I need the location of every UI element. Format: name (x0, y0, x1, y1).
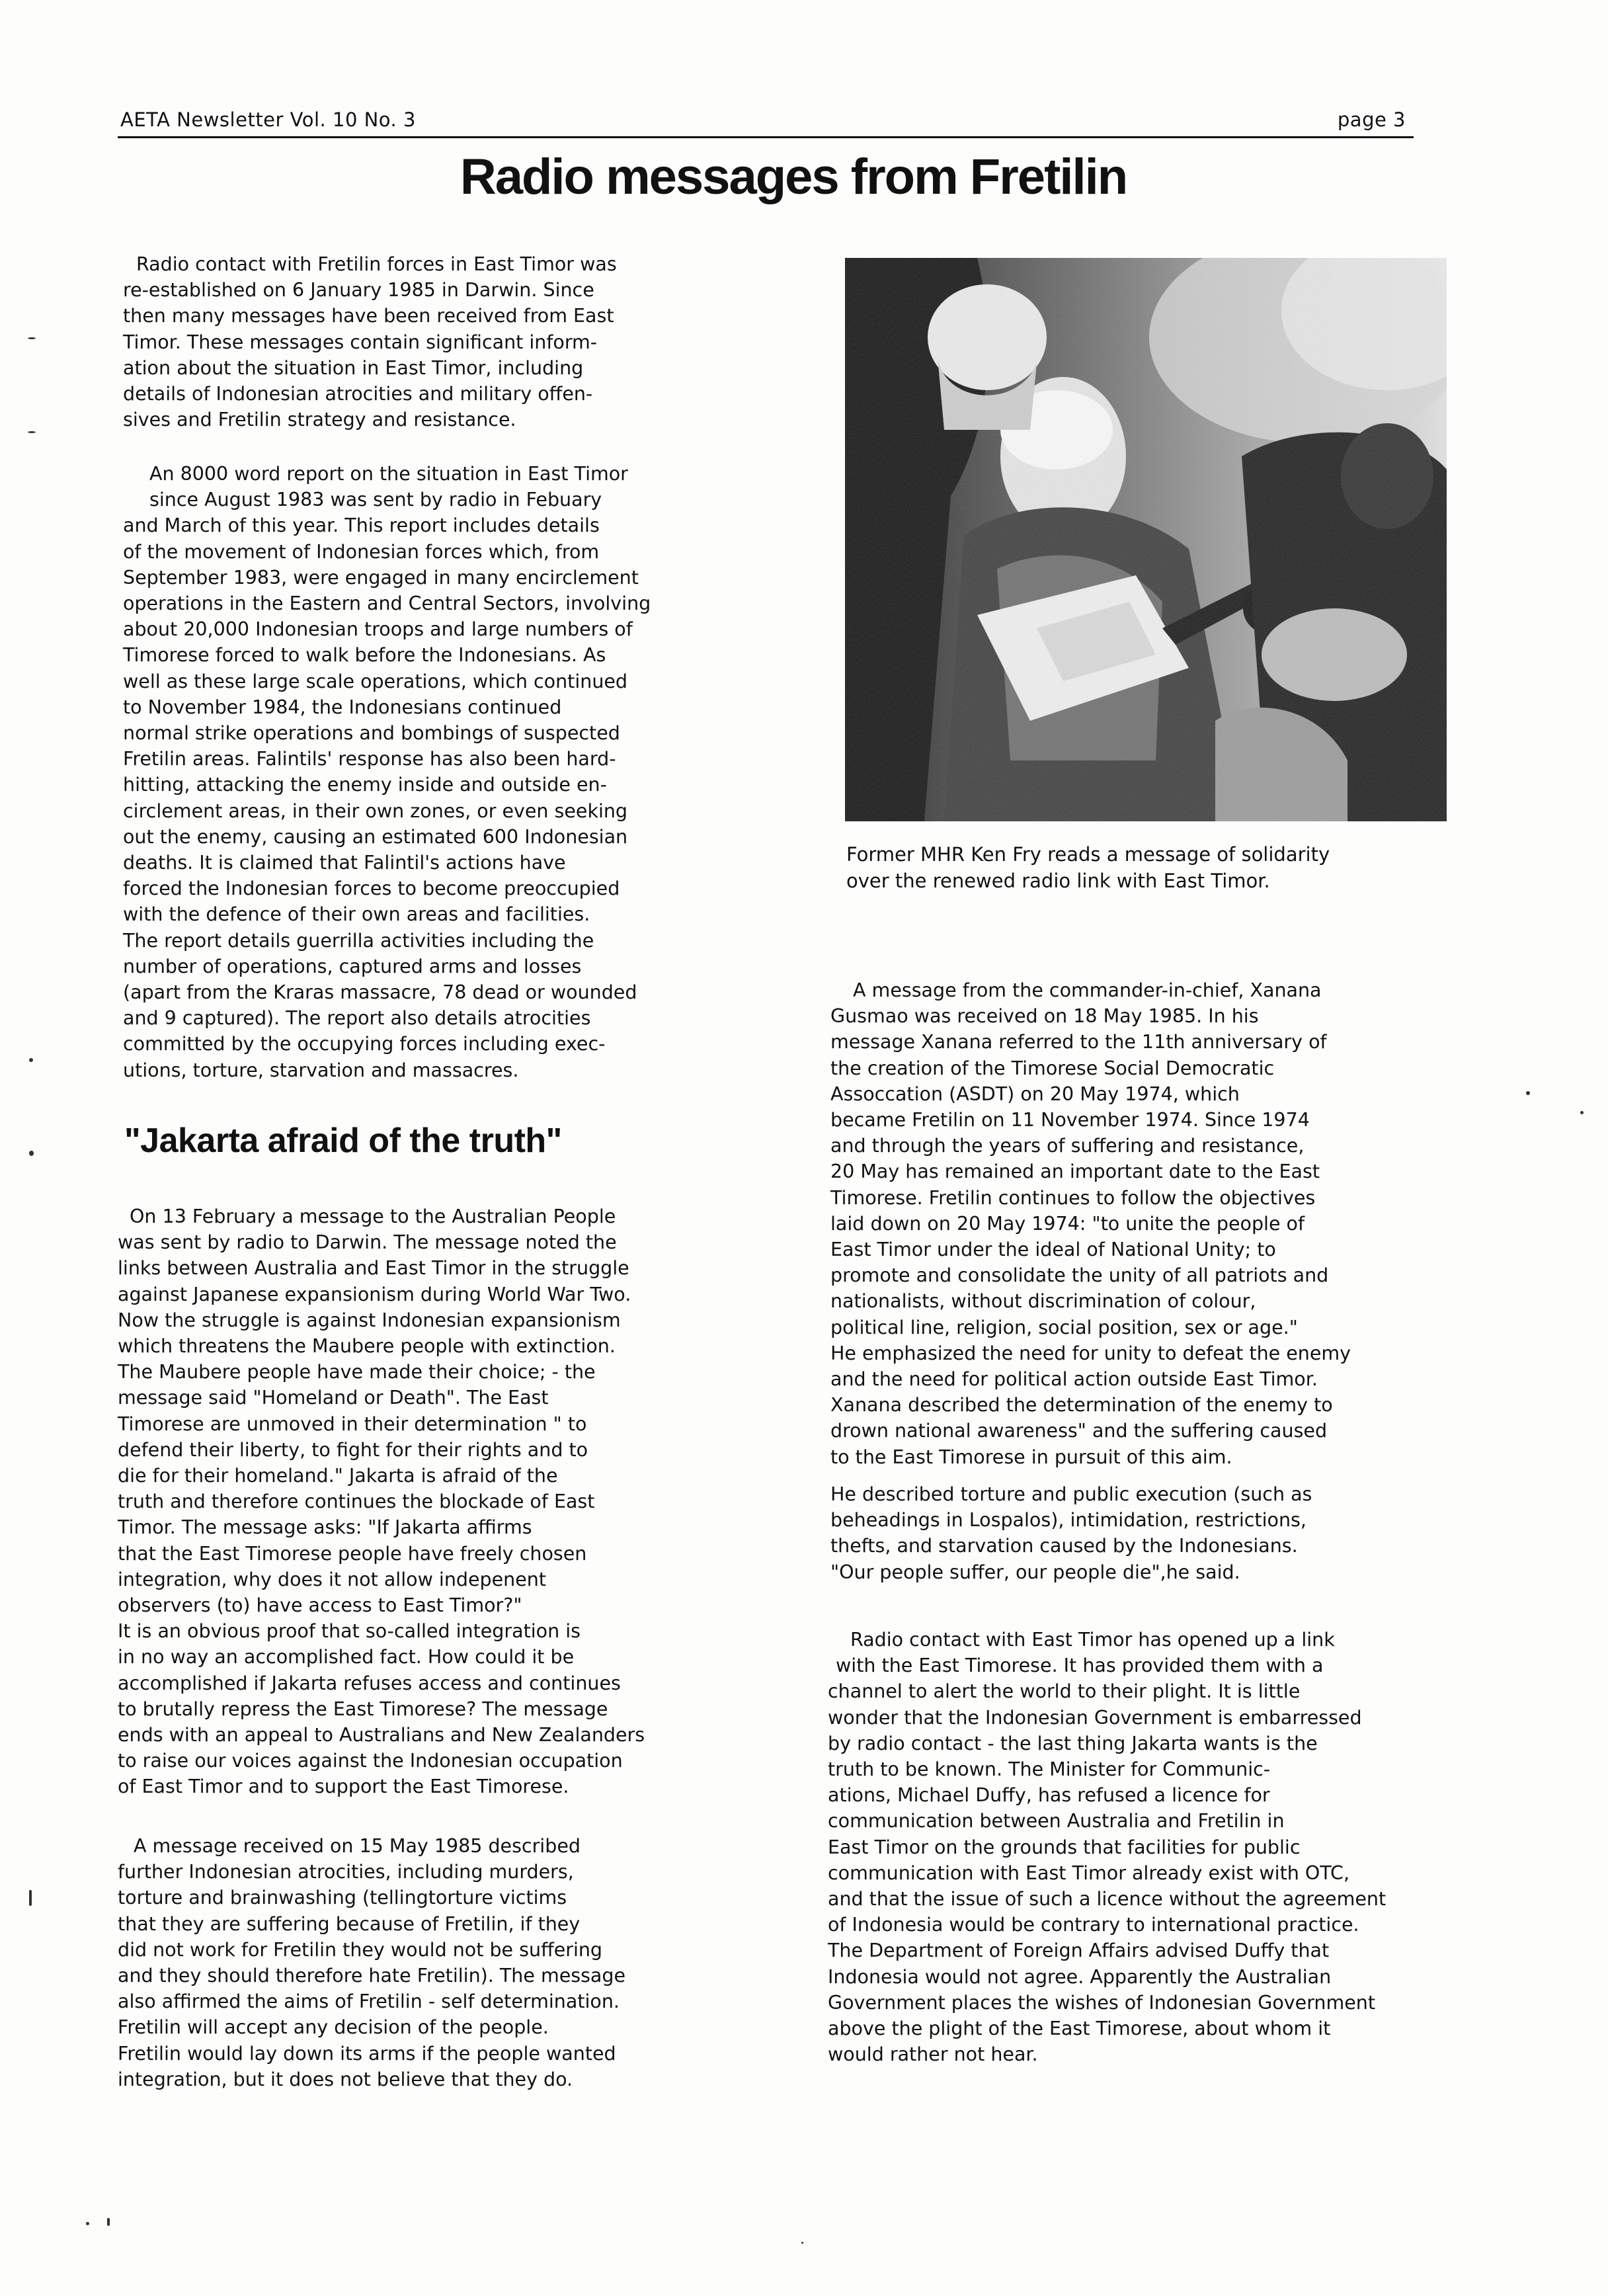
section-subheading: "Jakarta afraid of the truth" (124, 1122, 562, 1160)
text-line: Radio contact with Fretilin forces in East Timor was (136, 253, 617, 275)
text-line: and the need for political action outside East Timor. (830, 1368, 1318, 1391)
text-line: links between Australia and East Timor in the struggle (118, 1257, 629, 1280)
left-para-1 (123, 251, 718, 432)
left-para-4 (118, 1833, 739, 2092)
text-line: wonder that the Indonesian Government is embarressed (828, 1706, 1362, 1729)
text-line: of Indonesia would be contrary to international practice. (828, 1914, 1359, 1936)
text-line: He described torture and public execution (such as (830, 1483, 1312, 1505)
text-line: torture and brainwashing (tellingtorture victims (118, 1887, 567, 1909)
text-line: Timorese forced to walk before the Indonesians. As (123, 644, 606, 667)
text-line: truth and therefore continues the blockade of East (118, 1491, 595, 1513)
text-line: in no way an accomplished fact. How could it be (118, 1646, 575, 1668)
text-line: East Timor on the grounds that facilities for public (828, 1836, 1301, 1858)
text-line: channel to alert the world to their plight. It is little (828, 1680, 1301, 1703)
text-line: Fretilin would lay down its arms if the people wanted (118, 2042, 616, 2065)
text-line: of the movement of Indonesian forces which, from (123, 540, 600, 563)
text-line: nationalists, without discrimination of colour, (830, 1290, 1256, 1313)
text-line: It is an obvious proof that so-called integration is (118, 1620, 581, 1643)
text-line: "Our people suffer, our people die",he said. (830, 1561, 1240, 1583)
running-header (120, 108, 1410, 138)
text-line: Timorese. Fretilin continues to follow the objectives (830, 1186, 1316, 1209)
text-line: message said "Homeland or Death". The East (118, 1387, 549, 1409)
text-line: would rather not hear. (828, 2043, 1038, 2066)
text-line: September 1983, were engaged in many encirclement (123, 566, 639, 589)
text-line: then many messages have been received from East (123, 305, 614, 327)
text-line: number of operations, captured arms and losses (123, 955, 582, 977)
caption-line: Former MHR Ken Fry reads a message of solidarity (846, 843, 1330, 866)
text-line: with the defence of their own areas and facilities. (123, 903, 590, 926)
text-line: to the East Timorese in pursuit of this aim. (830, 1446, 1232, 1468)
scan-speck (28, 431, 36, 433)
left-para-3 (118, 1204, 739, 1800)
text-line: An 8000 word report on the situation in East Timor (149, 463, 628, 485)
scan-speck (107, 2218, 110, 2226)
text-line: of East Timor and to support the East Timorese. (118, 1776, 569, 1798)
text-line: Timor. These messages contain significant inform- (123, 331, 598, 353)
text-line: Now the struggle is against Indonesian expansionism (118, 1309, 621, 1331)
text-line: Timorese are unmoved in their determination " to (118, 1413, 587, 1435)
text-line: to raise our voices against the Indonesian occupation (118, 1750, 623, 1772)
text-line: Radio contact with East Timor has opened up a link (850, 1629, 1335, 1651)
text-line: Assoccation (ASDT) on 20 May 1974, which (830, 1083, 1240, 1105)
text-line: to brutally repress the East Timorese? The message (118, 1698, 608, 1720)
scan-speck (29, 1890, 32, 1906)
text-line: re-established on 6 January 1985 in Darwin. Since (123, 279, 594, 302)
text-line: He emphasized the need for unity to defeat the enemy (830, 1342, 1351, 1364)
text-line: and that the issue of such a licence without the agreement (828, 1888, 1387, 1910)
right-para-3 (828, 1627, 1463, 2067)
text-line: did not work for Fretilin they would not be suffering (118, 1938, 603, 1961)
photo-illustration (845, 258, 1447, 821)
text-line: observers (to) have access to East Timor?" (118, 1594, 522, 1617)
text-line: Fretilin will accept any decision of the people. (118, 2016, 549, 2039)
text-line: and 9 captured). The report also details atrocities (123, 1007, 591, 1030)
text-line: which threatens the Maubere people with extinction. (118, 1335, 616, 1358)
text-line: On 13 February a message to the Australian People (130, 1206, 616, 1227)
text-line: that they are suffering because of Fretilin, if they (118, 1912, 581, 1935)
right-para-1 (830, 977, 1439, 1470)
text-line: deaths. It is claimed that Falintil's actions have (123, 852, 566, 874)
text-line: to November 1984, the Indonesians continued (123, 696, 562, 718)
text-line: normal strike operations and bombings of suspected (123, 722, 620, 745)
text-line: was sent by radio to Darwin. The message noted the (118, 1231, 617, 1254)
text-line: became Fretilin on 11 November 1974. Since 1974 (830, 1109, 1310, 1131)
text-line: utions, torture, starvation and massacres. (123, 1059, 519, 1081)
text-line: by radio contact - the last thing Jakarta wants is the (828, 1732, 1318, 1754)
text-line: further Indonesian atrocities, including murders, (118, 1861, 574, 1883)
text-line: the creation of the Timorese Social Democratic (830, 1057, 1275, 1079)
text-line: communication between Australia and Fretilin in (828, 1810, 1285, 1832)
text-line: (apart from the Kraras massacre, 78 dead or wounded (123, 981, 637, 1004)
text-line: out the enemy, causing an estimated 600 Indonesian (123, 825, 628, 848)
article-title: Radio messages from Fretilin (460, 149, 1127, 205)
text-line: details of Indonesian atrocities and military offen- (123, 383, 593, 405)
text-line: since August 1983 was sent by radio in Febuary (149, 489, 602, 511)
text-line: Fretilin areas. Falintils' response has also been hard- (123, 748, 616, 770)
text-line: promote and consolidate the unity of all patriots and (830, 1264, 1329, 1287)
text-line: and through the years of suffering and resistance, (830, 1135, 1305, 1157)
text-line: about 20,000 Indonesian troops and large numbers of (123, 618, 633, 641)
text-line: die for their homeland." Jakarta is afraid of the (118, 1465, 558, 1487)
text-line: integration, why does it not allow indepenent (118, 1568, 546, 1590)
photo-caption (846, 841, 1441, 894)
scan-speck (801, 2242, 803, 2244)
text-line: above the plight of the East Timorese, about whom it (828, 2018, 1331, 2040)
text-line: political line, religion, social position, sex or age." (830, 1316, 1298, 1338)
text-line: Xanana described the determination of the enemy to (830, 1394, 1333, 1416)
page-number: page 3 (1337, 108, 1406, 131)
text-line: sives and Fretilin strategy and resistance. (123, 409, 516, 431)
text-line: and they should therefore hate Fretilin). The message (118, 1965, 626, 1987)
text-line: integration, but it does not believe that they do. (118, 2068, 573, 2090)
text-line: truth to be known. The Minister for Communic- (828, 1758, 1271, 1781)
text-line: that the East Timorese people have freely chosen (118, 1542, 587, 1565)
scan-speck (29, 1058, 33, 1062)
text-line: and March of this year. This report includes details (123, 514, 600, 537)
left-para-2 (123, 461, 731, 1083)
text-line: Government places the wishes of Indonesian Government (828, 1991, 1376, 2014)
text-line: hitting, attacking the enemy inside and outside en- (123, 774, 607, 796)
scan-speck (28, 337, 36, 339)
text-line: East Timor under the ideal of National Unity; to (830, 1239, 1276, 1261)
text-line: thefts, and starvation caused by the Indonesians. (830, 1535, 1298, 1557)
text-line: well as these large scale operations, which continued (123, 670, 628, 692)
text-line: beheadings in Lospalos), intimidation, restrictions, (830, 1509, 1306, 1532)
text-line: ation about the situation in East Timor, including (123, 356, 584, 379)
scan-speck (29, 1151, 34, 1156)
text-line: with the East Timorese. It has provided them with a (836, 1655, 1324, 1677)
text-line: operations in the Eastern and Central Sectors, involving (123, 593, 651, 615)
text-line: defend their liberty, to fight for their rights and to (118, 1438, 588, 1461)
text-line: The report details guerrilla activities including the (123, 929, 594, 952)
scan-speck (1526, 1091, 1530, 1095)
caption-line: over the renewed radio link with East Timor. (846, 870, 1270, 892)
text-line: Indonesia would not agree. Apparently the Australian (828, 1965, 1332, 1988)
text-line: ations, Michael Duffy, has refused a licence for (828, 1784, 1270, 1807)
text-line: The Department of Foreign Affairs advised Duffy that (828, 1940, 1330, 1962)
text-line: Gusmao was received on 18 May 1985. In his (830, 1005, 1259, 1028)
text-line: 20 May has remained an important date to the East (830, 1161, 1320, 1183)
text-line: communication with East Timor already exist with OTC, (828, 1862, 1350, 1884)
text-line: forced the Indonesian forces to become preoccupied (123, 878, 620, 900)
text-line: committed by the occupying forces including exec- (123, 1033, 606, 1055)
publication-label: AETA Newsletter Vol. 10 No. 3 (120, 108, 416, 131)
text-line: drown national awareness" and the suffering caused (830, 1420, 1328, 1442)
scan-speck (86, 2222, 89, 2225)
right-para-2 (830, 1481, 1439, 1585)
text-line: against Japanese expansionism during World War Two. (118, 1283, 631, 1305)
text-line: laid down on 20 May 1974: "to unite the people of (830, 1212, 1305, 1235)
text-line: A message received on 15 May 1985 described (134, 1835, 581, 1857)
scan-speck (1580, 1111, 1584, 1114)
text-line: also affirmed the aims of Fretilin - self determination. (118, 1990, 620, 2013)
text-line: circlement areas, in their own zones, or even seeking (123, 800, 628, 822)
text-line: The Maubere people have made their choice; - the (118, 1361, 596, 1383)
text-line: Timor. The message asks: "If Jakarta affirms (118, 1516, 532, 1539)
news-photo (845, 258, 1447, 821)
text-line: ends with an appeal to Australians and New Zealanders (118, 1724, 645, 1746)
text-line: accomplished if Jakarta refuses access and continues (118, 1672, 621, 1694)
text-line: A message from the commander-in-chief, Xanana (853, 979, 1322, 1001)
header-rule (118, 136, 1414, 138)
text-line: message Xanana referred to the 11th anniversary of (830, 1031, 1327, 1053)
